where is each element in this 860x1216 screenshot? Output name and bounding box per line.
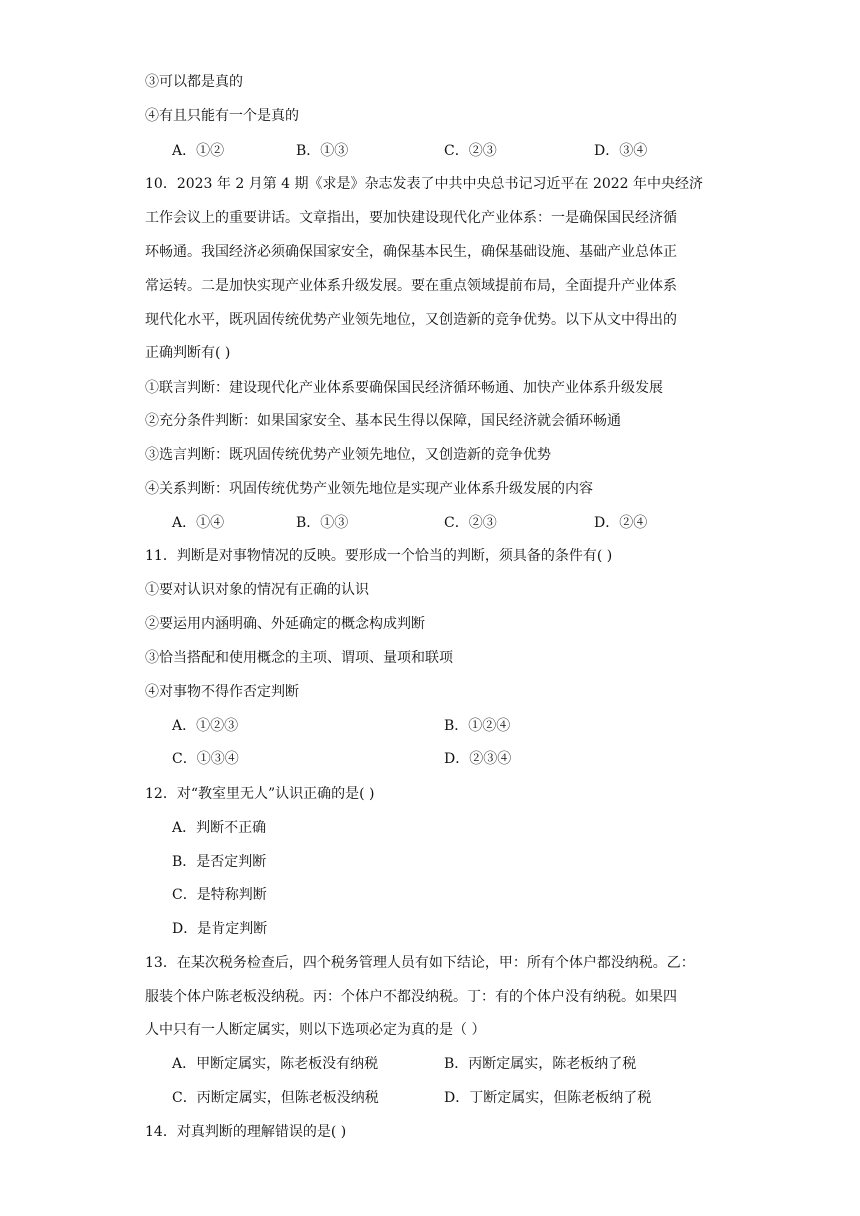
q13-option-d: D．丁断定属实，但陈老板纳了税 (444, 1090, 652, 1106)
q10-stem-line: 10．2023 年 2 月第 4 期《求是》杂志发表了中共中央总书记习近平在 2022 年中央经济 (145, 176, 704, 192)
q10-stem-line: 现代化水平，既巩固传统优势产业领先地位，又创造新的竞争优势。以下从文中得出的 (145, 312, 677, 328)
q10-option-d: D．②④ (594, 515, 648, 531)
q11-statement-2: ②要运用内涵明确、外延确定的概念构成判断 (145, 616, 425, 632)
q10-option-c: C．②③ (444, 515, 497, 531)
q13-option-c: C．丙断定属实，但陈老板没纳税 (172, 1090, 379, 1106)
q12-option-d: D．是肯定判断 (172, 921, 268, 937)
q10-stem-line: 常运转。二是加快实现产业体系升级发展。要在重点领域提前布局，全面提升产业体系 (145, 278, 677, 294)
q10-stem-line: 工作会议上的重要讲话。文章指出，要加快建设现代化产业体系：一是确保国民经济循 (145, 210, 677, 226)
q10-statement-2: ②充分条件判断：如果国家安全、基本民生得以保障，国民经济就会循环畅通 (145, 413, 621, 429)
q9-statement-4: ④有且只能有一个是真的 (145, 108, 299, 124)
q12-option-a: A．判断不正确 (172, 820, 267, 836)
q12-option-c: C．是特称判断 (172, 887, 267, 903)
q10-stem-line: 正确判断有( ) (145, 345, 231, 361)
q9-option-d: D．③④ (594, 143, 648, 159)
q9-option-c: C．②③ (444, 143, 497, 159)
q10-option-a: A．①④ (172, 515, 225, 531)
q10-statement-1: ①联言判断：建设现代化产业体系要确保国民经济循环畅通、加快产业体系升级发展 (145, 380, 663, 396)
q13-stem-line: 人中只有一人断定属实，则以下选项必定为真的是（ ） (145, 1022, 486, 1038)
q10-option-b: B．①③ (296, 515, 349, 531)
q11-option-c: C．①③④ (172, 751, 239, 767)
q13-option-b: B．丙断定属实，陈老板纳了税 (444, 1056, 637, 1072)
q13-stem-line: 服装个体户陈老板没纳税。丙：个体户不都没纳税。丁：有的个体户没有纳税。如果四 (145, 989, 677, 1005)
q11-statement-3: ③恰当搭配和使用概念的主项、谓项、量项和联项 (145, 650, 453, 666)
q13-stem-line: 13．在某次税务检查后，四个税务管理人员有如下结论，甲：所有个体户都没纳税。乙： (145, 955, 695, 971)
q12-stem: 12．对“教室里无人”认识正确的是( ) (145, 786, 375, 802)
q11-stem: 11．判断是对事物情况的反映。要形成一个恰当的判断，须具备的条件有( ) (145, 548, 613, 564)
q11-option-a: A．①②③ (172, 718, 239, 734)
q10-statement-3: ③选言判断：既巩固传统优势产业领先地位，又创造新的竞争优势 (145, 447, 551, 463)
q9-statement-3: ③可以都是真的 (145, 74, 243, 90)
q11-statement-1: ①要对认识对象的情况有正确的认识 (145, 582, 369, 598)
q11-statement-4: ④对事物不得作否定判断 (145, 684, 299, 700)
q9-option-a: A．①② (172, 143, 225, 159)
q9-option-b: B．①③ (296, 143, 349, 159)
q10-statement-4: ④关系判断：巩固传统优势产业领先地位是实现产业体系升级发展的内容 (145, 481, 593, 497)
q12-option-b: B．是否定判断 (172, 854, 267, 870)
q11-option-d: D．②③④ (444, 751, 512, 767)
q11-option-b: B．①②④ (444, 718, 511, 734)
q10-stem-line: 环畅通。我国经济必须确保国家安全，确保基本民生，确保基础设施、基础产业总体正 (145, 244, 677, 260)
q14-stem: 14．对真判断的理解错误的是( ) (145, 1124, 347, 1140)
q13-option-a: A．甲断定属实，陈老板没有纳税 (172, 1056, 379, 1072)
